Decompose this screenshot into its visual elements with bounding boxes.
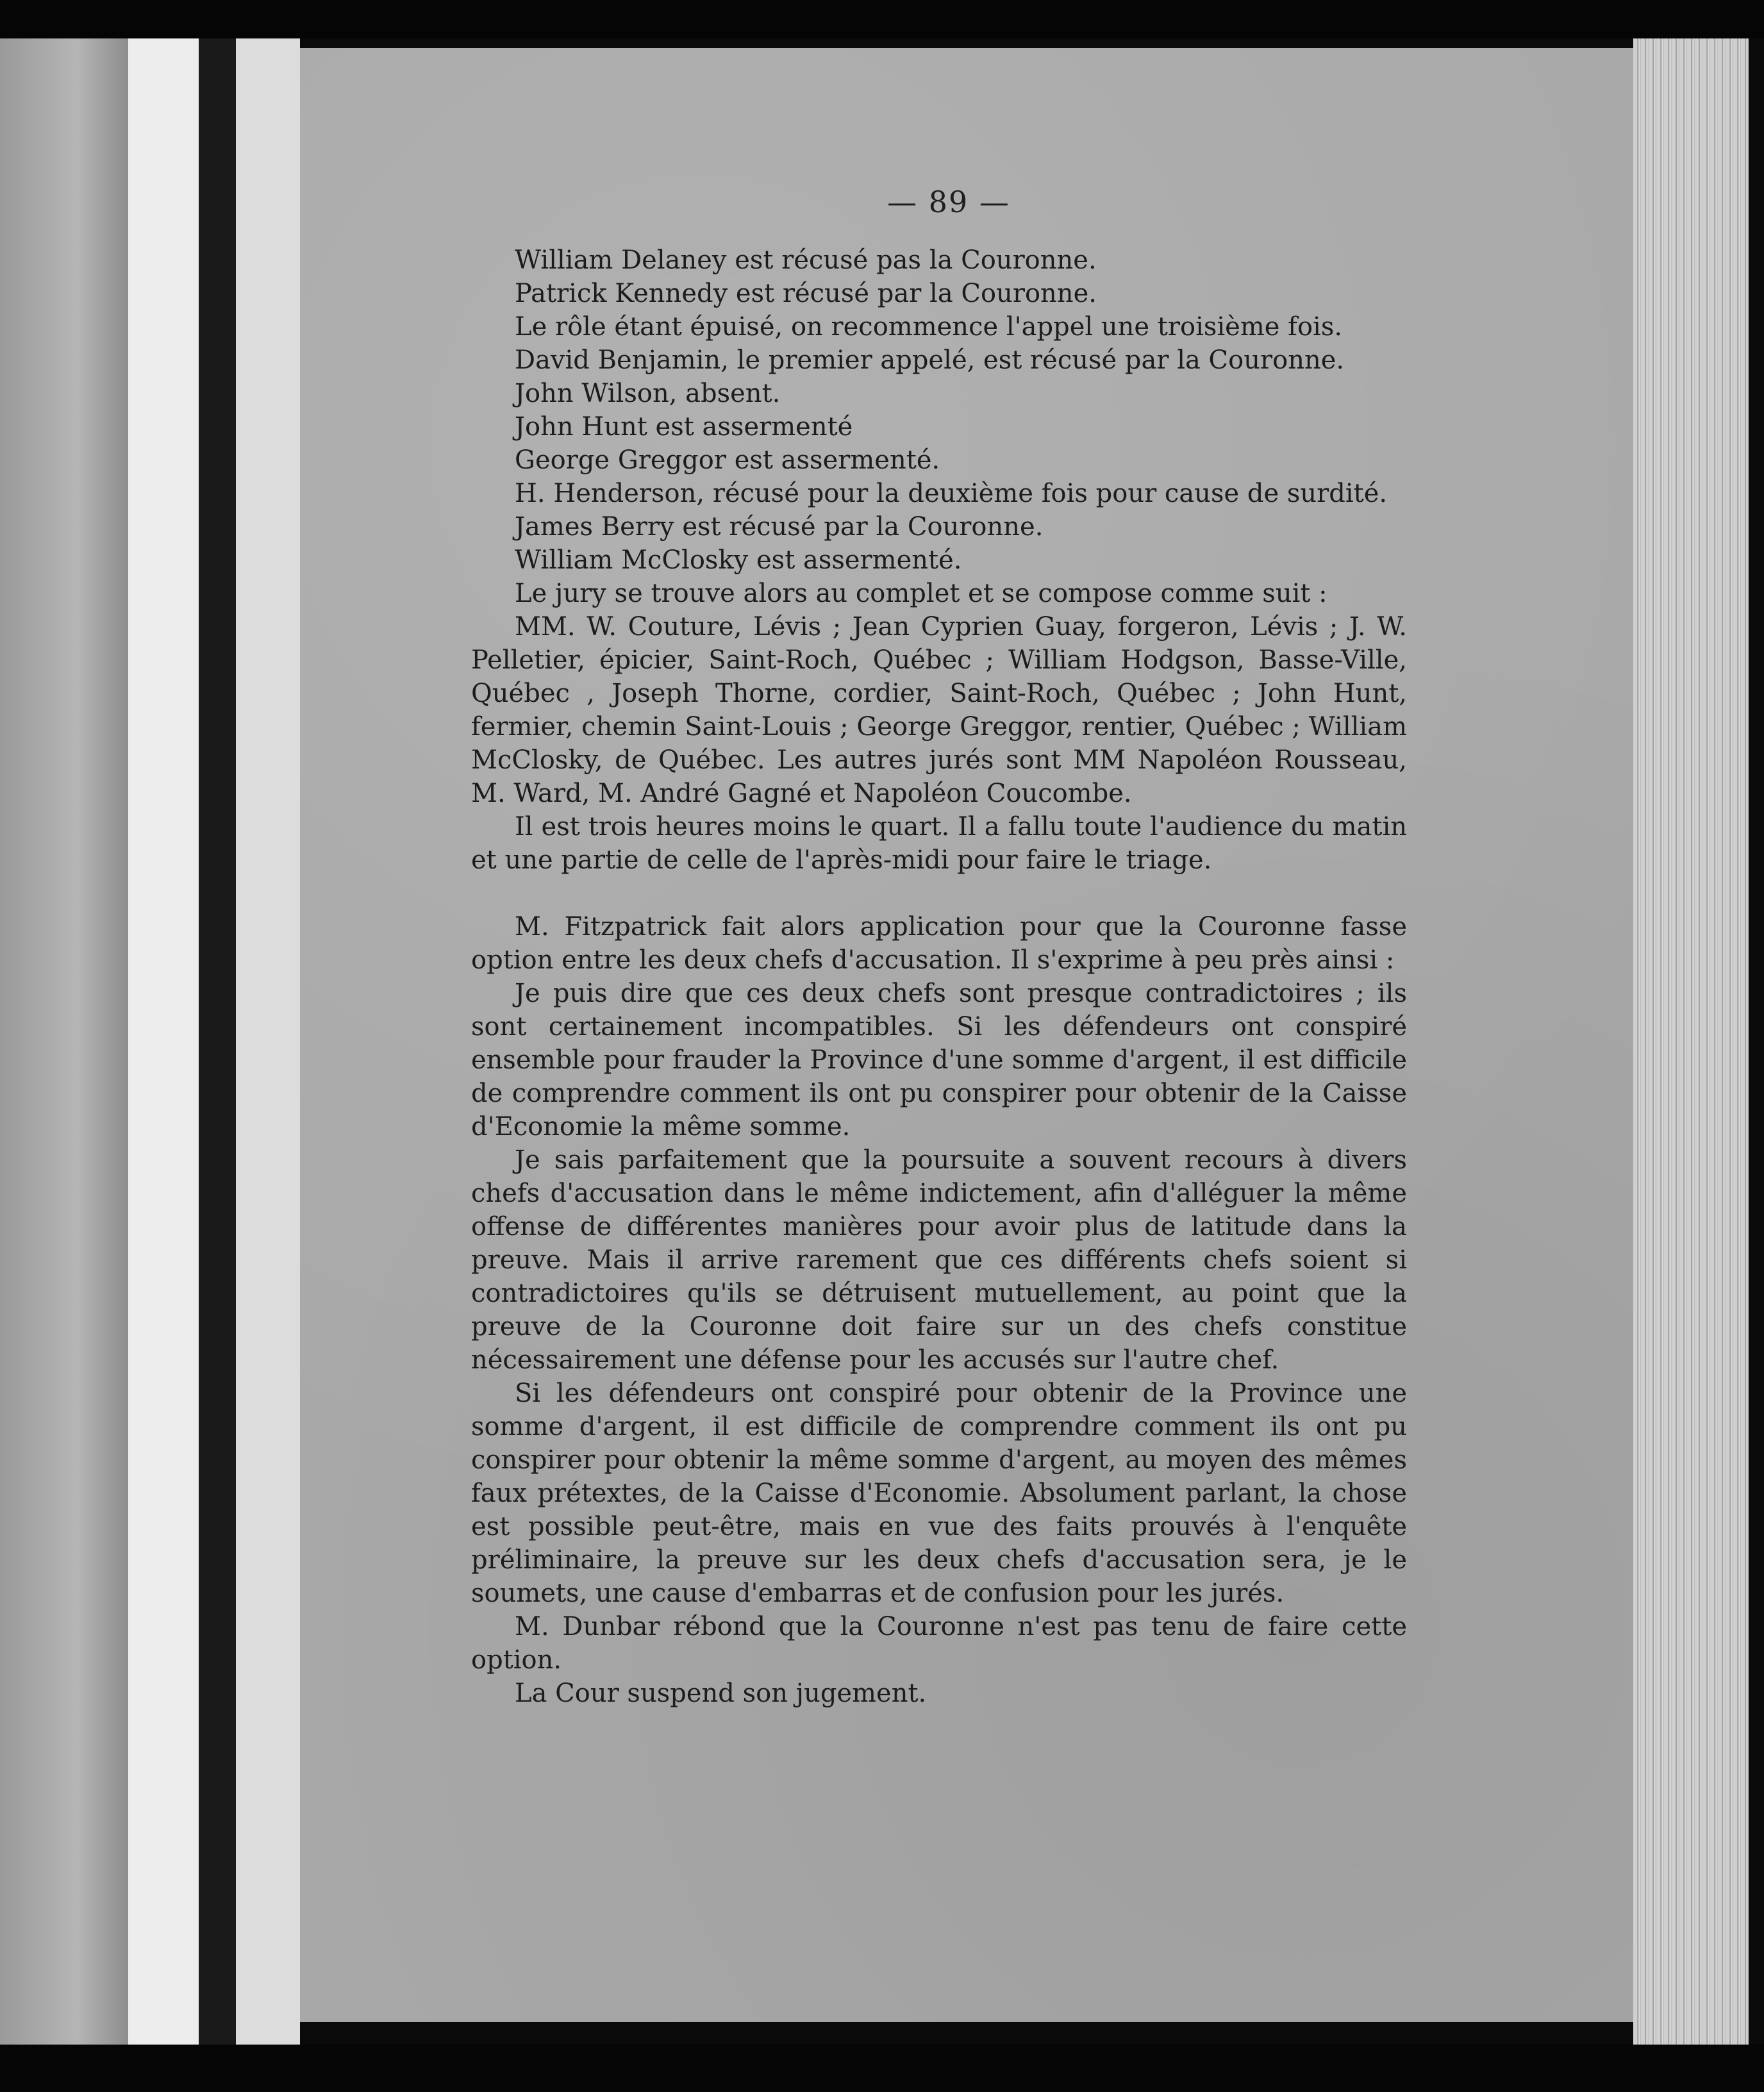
time-paragraph: Il est trois heures moins le quart. Il a fallu toute l'audience du matin et une partie de celle de l'après-midi pour faire le triage. (471, 812, 1407, 875)
body-line: David Benjamin, le premier appelé, est récusé par la Couronne. (515, 345, 1345, 375)
body-line: John Wilson, absent. (515, 379, 781, 408)
body-line: H. Henderson, récusé pour la deuxième fois pour cause de surdité. (515, 479, 1388, 508)
body-line: Patrick Kennedy est récusé par la Couronne. (515, 279, 1097, 308)
stacked-page-edges (1633, 38, 1749, 2057)
jury-composition-paragraph: MM. W. Couture, Lévis ; Jean Cyprien Guay, forgeron, Lévis ; J. W. Pelletier, épicier, Saint-Roch, Québec ; William Hodgson, Basse-Ville, Québec , Joseph Thorne, cordier, Saint-Roch, Québec ; John Hunt, fermier, chemin Saint-Louis ; George Greggor, rentier, Québec ; William McClosky, de Québec. Les autres jurés sont MM Napoléon Rousseau, M. Ward, M. André Gagné et Napoléon Coucombe. (471, 612, 1407, 808)
page-body (471, 244, 1407, 1710)
argument-paragraph: Je puis dire que ces deux chefs sont presque contradictoires ; ils sont certainement incompatibles. Si les défendeurs ont conspiré ensemble pour frauder la Province d'une somme d'argent, il est difficile de comprendre comment ils ont pu conspirer pour obtenir de la Caisse d'Economie la même somme. (471, 979, 1407, 1141)
body-line: John Hunt est assermenté (515, 412, 853, 442)
body-line: James Berry est récusé par la Couronne. (515, 512, 1044, 542)
fitzpatrick-application-paragraph: M. Fitzpatrick fait alors application pour que la Couronne fasse option entre les deux chefs d'accusation. Il s'exprime à peu près ainsi : (471, 912, 1407, 975)
previous-page-edge (0, 38, 128, 2045)
court-decision-paragraph: La Cour suspend son jugement. (515, 1679, 927, 1708)
page-number: — 89 — (887, 185, 1010, 219)
binding-gutter-light (128, 38, 199, 2051)
scan-frame-bottom (0, 2045, 1764, 2092)
argument-paragraph: Je sais parfaitement que la poursuite a souvent recours à divers chefs d'accusation dans le même indictement, afin d'alléguer la même offense de différentes manières pour avoir plus de latitude dans la preuve. Mais il arrive rarement que ces différents chefs soient si contradictoires qu'ils se détruisent mutuellement, au point que la preuve de la Couronne doit faire sur un des chefs constitue nécessairement une défense pour les accusés sur l'autre chef. (471, 1145, 1407, 1375)
scan-frame-top (0, 0, 1764, 38)
dunbar-reply-paragraph: M. Dunbar rébond que la Couronne n'est pas tenu de faire cette option. (471, 1612, 1407, 1675)
body-line: Le rôle étant épuisé, on recommence l'appel une troisième fois. (515, 312, 1343, 342)
argument-paragraph: Si les défendeurs ont conspiré pour obtenir de la Province une somme d'argent, il est difficile de comprendre comment ils ont pu conspirer pour obtenir la même somme d'argent, au moyen des mêmes faux prétextes, de la Caisse d'Economie. Absolument parlant, la chose est possible peut-être, mais en vue des faits prouvés à l'enquête préliminaire, la preuve sur les deux chefs d'accusation sera, je le soumets, une cause d'embarras et de confusion pour les jurés. (471, 1379, 1407, 1608)
body-line: William McClosky est assermenté. (515, 545, 962, 575)
binding-gutter-shadow (199, 38, 236, 2051)
body-line: William Delaney est récusé pas la Couronne. (515, 245, 1097, 275)
body-line: George Greggor est assermenté. (515, 445, 940, 475)
binding-gutter-inner (236, 38, 300, 2051)
body-line: Le jury se trouve alors au complet et se compose comme suit : (515, 579, 1327, 608)
